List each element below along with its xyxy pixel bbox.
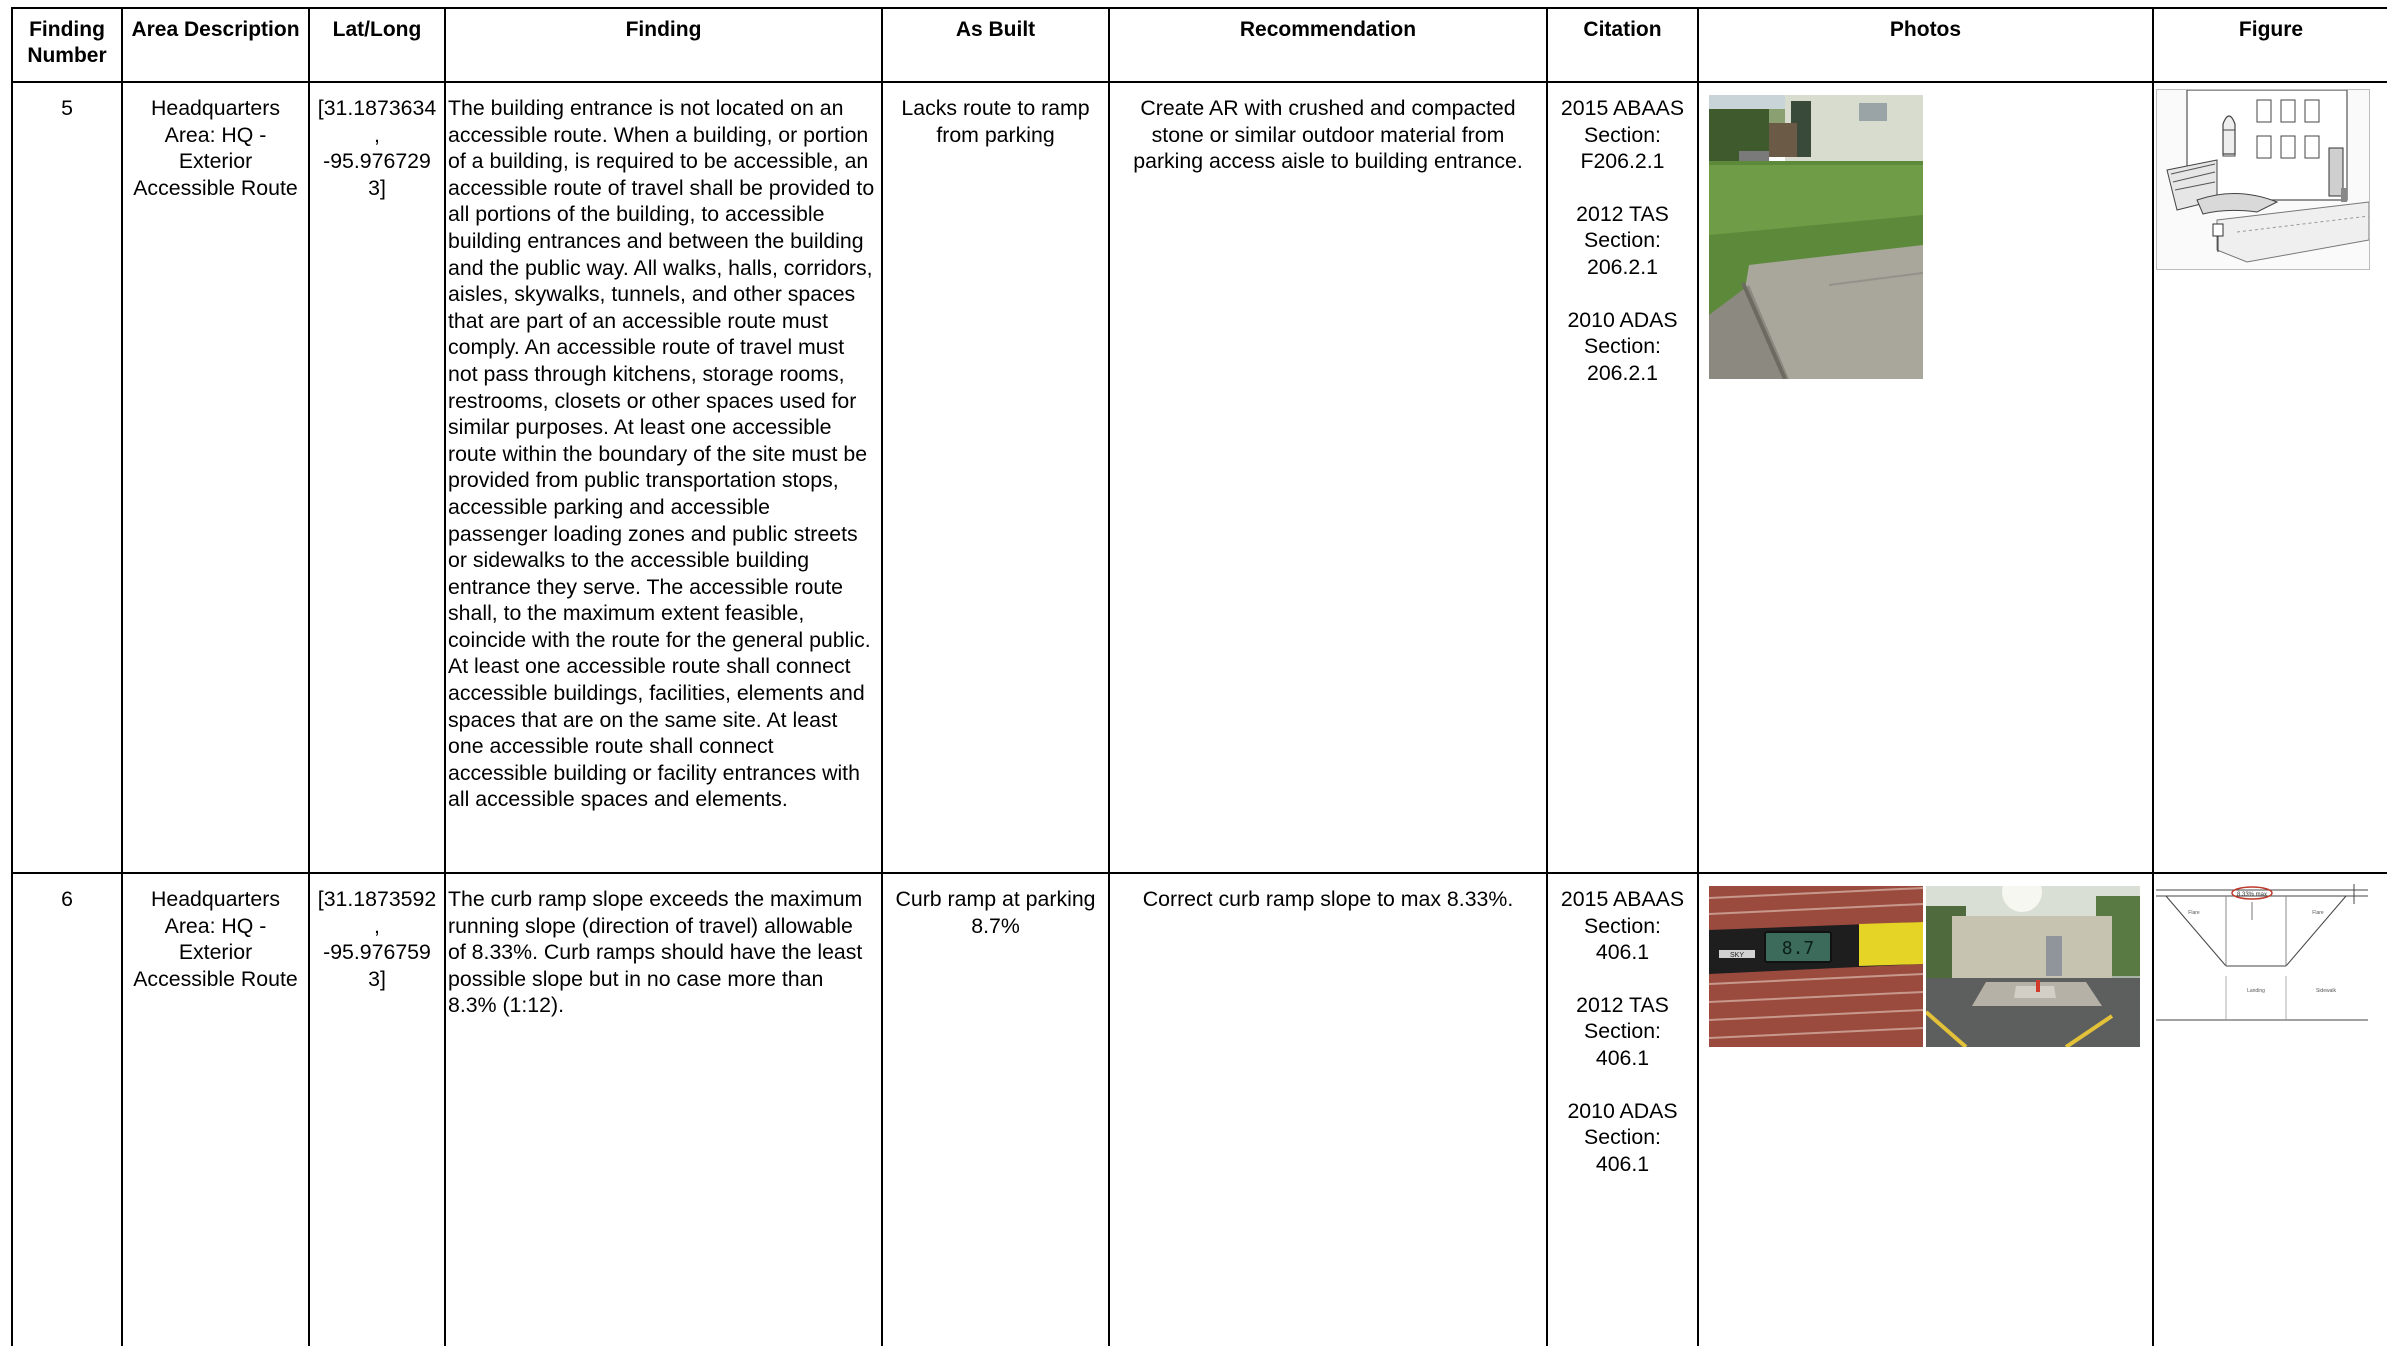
finding-number-cell: 5 xyxy=(12,82,122,873)
finding-number-cell: 6 xyxy=(12,873,122,1346)
header-finding-number: Finding Number xyxy=(12,8,122,82)
figure-cell xyxy=(2153,873,2387,1346)
citation-standard: 2015 ABAAS xyxy=(1560,887,1685,911)
citation-standard: 2015 ABAAS xyxy=(1560,96,1685,120)
table-row xyxy=(12,82,2387,873)
citation-section-label: Section: xyxy=(1584,334,1661,359)
lat-long-line: [31.1873634 xyxy=(317,96,437,120)
citation-section-label: Section: xyxy=(1584,913,1661,938)
flare-label-right: Flare xyxy=(2312,910,2324,916)
figure-cell xyxy=(2153,82,2387,873)
citation-section-label: Section: xyxy=(1584,228,1661,253)
citation-standard: 2012 TAS xyxy=(1576,992,1669,1017)
citation-block xyxy=(1554,1098,1691,1178)
slope-level-photo[interactable] xyxy=(1709,886,1923,1047)
lat-long-line: -95.976759 xyxy=(323,940,431,965)
header-citation: Citation xyxy=(1547,8,1698,82)
citation-section-number: 406.1 xyxy=(1595,1151,1650,1176)
citation-section-number: F206.2.1 xyxy=(1580,149,1665,174)
curb-ramp-figure[interactable] xyxy=(2156,880,2368,1025)
citation-section-number: 206.2.1 xyxy=(1586,360,1659,385)
level-brand-text: SKY xyxy=(1729,952,1745,959)
lat-long-line: -95.976729 xyxy=(323,149,431,174)
building-entrance-figure[interactable] xyxy=(2156,89,2370,270)
recommendation-cell: Create AR with crushed and compacted stone or similar outdoor material from parking access aisle to building entrance. xyxy=(1109,82,1547,873)
header-lat-long: Lat/Long xyxy=(309,8,445,82)
header-as-built: As Built xyxy=(882,8,1109,82)
area-description-cell: Headquarters Area: HQ - Exterior Accessible Route xyxy=(122,873,309,1346)
lat-long-line: , xyxy=(374,913,380,938)
lat-long-line: 3] xyxy=(368,175,386,200)
header-figure: Figure xyxy=(2153,8,2387,82)
lat-long-cell xyxy=(309,873,445,1346)
citation-cell xyxy=(1547,873,1698,1346)
lat-long-line: 3] xyxy=(368,966,386,991)
findings-table xyxy=(11,7,2387,1346)
header-area-description: Area Description xyxy=(122,8,309,82)
photos-cell xyxy=(1698,873,2153,1346)
citation-block xyxy=(1554,992,1691,1072)
lat-long-line: [31.1873592 xyxy=(317,887,437,911)
curb-ramp-parking-photo[interactable] xyxy=(1926,886,2140,1047)
citation-block xyxy=(1554,307,1691,387)
citation-block xyxy=(1554,95,1691,175)
citation-standard: 2010 ADAS xyxy=(1567,1098,1678,1123)
citation-section-label: Section: xyxy=(1584,1125,1661,1150)
header-recommendation: Recommendation xyxy=(1109,8,1547,82)
building-entrance-photo[interactable] xyxy=(1709,95,1923,379)
table-row xyxy=(12,873,2387,1346)
photos-cell xyxy=(1698,82,2153,873)
citation-section-number: 406.1 xyxy=(1595,1045,1650,1070)
citation-standard: 2010 ADAS xyxy=(1567,307,1678,332)
citation-section-label: Section: xyxy=(1584,1019,1661,1044)
recommendation-cell: Correct curb ramp slope to max 8.33%. xyxy=(1109,873,1547,1346)
slope-max-label: 8.33% max xyxy=(2236,892,2268,898)
as-built-cell: Curb ramp at parking 8.7% xyxy=(882,873,1109,1346)
lat-long-line: , xyxy=(374,122,380,147)
citation-section-number: 406.1 xyxy=(1595,940,1650,965)
citation-section-number: 206.2.1 xyxy=(1586,254,1659,279)
finding-cell: The curb ramp slope exceeds the maximum running slope (direction of travel) allowable of 8.33%. Curb ramps should have the least possible slope but in no case more than 8.3% (1:12). xyxy=(445,873,882,1346)
as-built-cell: Lacks route to ramp from parking xyxy=(882,82,1109,873)
citation-block xyxy=(1554,886,1691,966)
level-readout-text: 8.7 xyxy=(1781,938,1815,959)
header-finding: Finding xyxy=(445,8,882,82)
citation-block xyxy=(1554,201,1691,281)
area-description-cell: Headquarters Area: HQ - Exterior Accessible Route xyxy=(122,82,309,873)
lat-long-cell xyxy=(309,82,445,873)
sidewalk-label: Sidewalk xyxy=(2315,988,2337,994)
header-row xyxy=(12,8,2387,82)
header-photos: Photos xyxy=(1698,8,2153,82)
citation-cell xyxy=(1547,82,1698,873)
citation-standard: 2012 TAS xyxy=(1576,201,1669,226)
landing-label: Landing xyxy=(2247,988,2265,994)
citation-section-label: Section: xyxy=(1584,122,1661,147)
flare-label-left: Flare xyxy=(2188,910,2200,916)
finding-cell: The building entrance is not located on an accessible route. When a building, or portion of a building, is required to be accessible, an accessible route of travel shall be provided to all portions of the building, to accessible building entrances and between the building and the public way. All walks, halls, corridors, aisles, skywalks, tunnels, and other spaces that are part of an accessible route must comply. An accessible route of travel must not pass through kitchens, storage rooms, restrooms, closets or other spaces used for similar purposes. At least one accessible route within the boundary of the site must be provided from public transportation stops, accessible parking and accessible passenger loading zones and public streets or sidewalks to the accessible building entrance they serve. The accessible route shall, to the maximum extent feasible, coincide with the route for the general public. At least one accessible route shall connect accessible buildings, facilities, elements and spaces that are on the same site. At least one accessible route shall connect accessible building or facility entrances with all accessible spaces and elements. xyxy=(445,82,882,873)
